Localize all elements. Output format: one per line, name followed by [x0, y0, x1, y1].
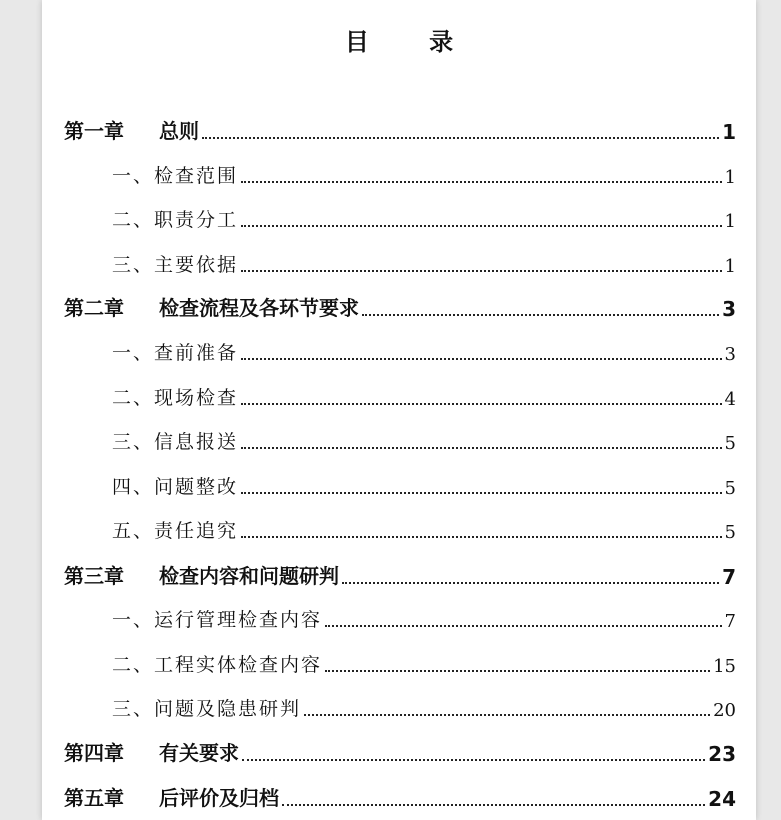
page-number: 23: [708, 742, 736, 766]
toc-chapter-5[interactable]: [64, 782, 736, 811]
chapter-title: 总则: [159, 119, 199, 143]
toc-chapter-4[interactable]: [64, 737, 736, 766]
section-title: 四、问题整改: [112, 476, 239, 498]
section-title: 三、主要依据: [112, 254, 239, 276]
dot-leader: [241, 447, 722, 449]
section-title: 二、工程实体检查内容: [112, 654, 323, 676]
dot-leader: [241, 358, 722, 360]
document-page: [42, 0, 756, 820]
toc-section[interactable]: [64, 472, 736, 499]
toc-chapter-2[interactable]: [64, 292, 736, 321]
page-number: 24: [708, 787, 736, 811]
page-number: 3: [722, 297, 736, 321]
section-title: 一、检查范围: [112, 165, 239, 187]
page-number: 1: [724, 211, 736, 232]
toc-section[interactable]: [64, 516, 736, 543]
dot-leader: [342, 582, 719, 584]
toc-section[interactable]: [64, 338, 736, 365]
dot-leader: [242, 759, 705, 761]
section-title: 二、职责分工: [112, 209, 239, 231]
dot-leader: [304, 714, 710, 716]
page-number: 5: [724, 433, 736, 454]
page-number: 1: [724, 167, 736, 188]
dot-leader: [241, 492, 722, 494]
dot-leader: [325, 670, 710, 672]
toc-section[interactable]: [64, 427, 736, 454]
section-title: 三、问题及隐患研判: [112, 698, 302, 720]
toc-section[interactable]: [64, 161, 736, 188]
toc-chapter-1[interactable]: [64, 115, 736, 144]
toc-section[interactable]: [64, 383, 736, 410]
dot-leader: [241, 536, 722, 538]
page-number: 3: [724, 344, 736, 365]
dot-leader: [241, 403, 722, 405]
chapter-number: 第二章: [64, 296, 124, 320]
chapter-number: 第一章: [64, 119, 124, 143]
dot-leader: [282, 804, 705, 806]
dot-leader: [202, 137, 719, 139]
chapter-title: 后评价及归档: [159, 786, 279, 810]
chapter-number: 第五章: [64, 786, 124, 810]
toc-section[interactable]: [64, 694, 736, 721]
chapter-number: 第三章: [64, 564, 124, 588]
chapter-title: 检查流程及各环节要求: [159, 296, 359, 320]
section-title: 一、运行管理检查内容: [112, 609, 323, 631]
toc-chapter-3[interactable]: [64, 560, 736, 589]
page-number: 4: [724, 389, 736, 410]
toc-section[interactable]: [64, 250, 736, 277]
toc-section[interactable]: [64, 205, 736, 232]
page-number: 7: [722, 565, 736, 589]
section-title: 五、责任追究: [112, 520, 239, 542]
toc-title: 目 录: [344, 28, 480, 56]
page-number: 5: [724, 478, 736, 499]
section-title: 三、信息报送: [112, 431, 239, 453]
chapter-title: 有关要求: [159, 741, 239, 765]
table-of-contents: [42, 0, 756, 820]
dot-leader: [325, 625, 722, 627]
dot-leader: [241, 225, 722, 227]
section-title: 一、查前准备: [112, 342, 239, 364]
section-title: 二、现场检查: [112, 387, 239, 409]
page-number: 1: [722, 120, 736, 144]
toc-section[interactable]: [64, 650, 736, 677]
dot-leader: [241, 181, 722, 183]
page-number: 1: [724, 256, 736, 277]
page-number: 7: [724, 611, 736, 632]
dot-leader: [241, 270, 722, 272]
page-number: 5: [724, 522, 736, 543]
toc-section[interactable]: [64, 605, 736, 632]
page-number: 20: [713, 700, 736, 721]
page-number: 15: [713, 656, 736, 677]
chapter-title: 检查内容和问题研判: [159, 564, 339, 588]
chapter-number: 第四章: [64, 741, 124, 765]
dot-leader: [362, 314, 719, 316]
